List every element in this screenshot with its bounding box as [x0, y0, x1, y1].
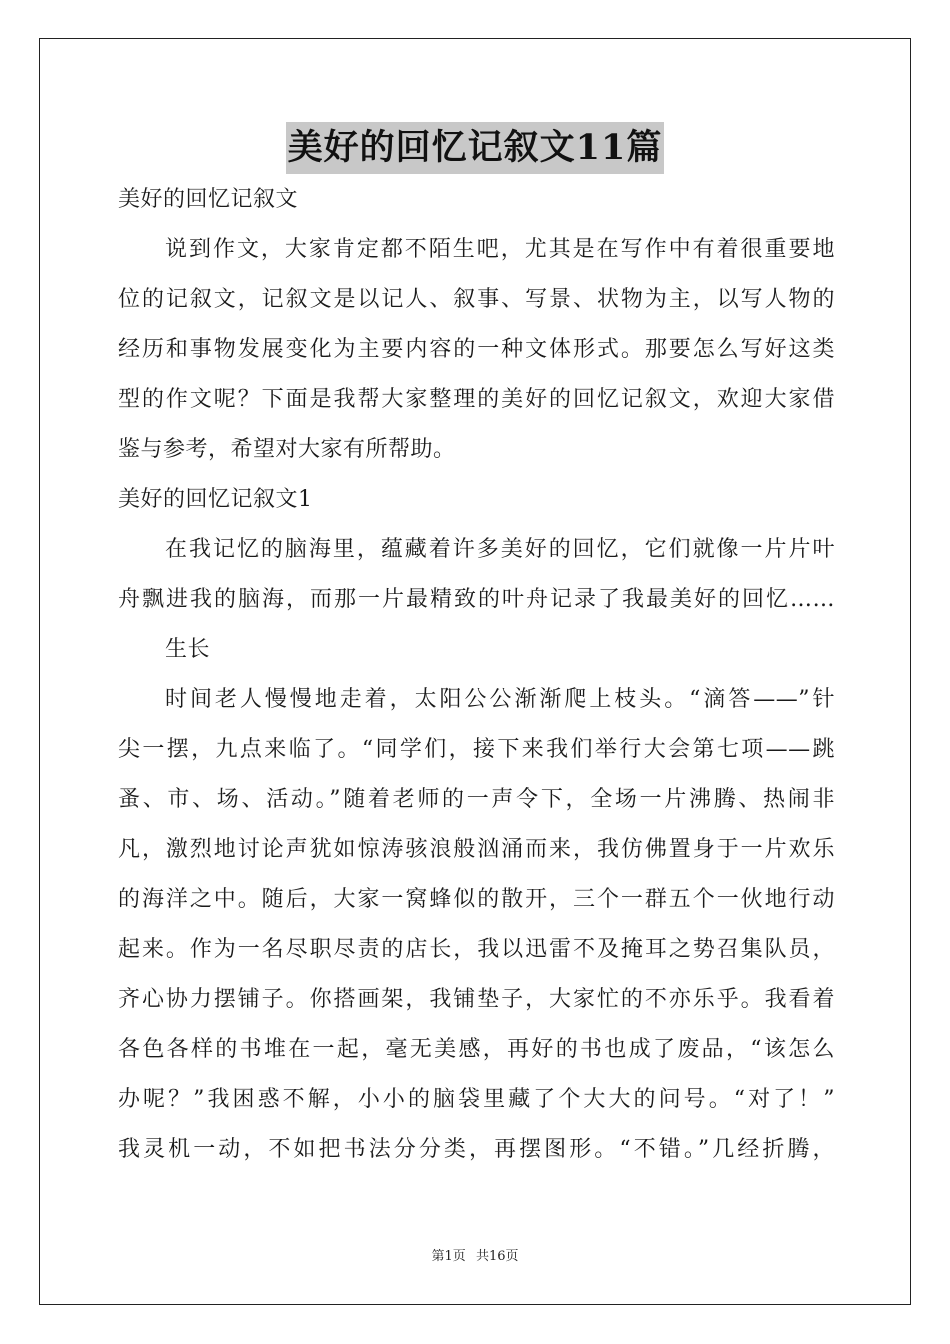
text-line: 起来。作为一名尽职尽责的店长，我以迅雷不及掩耳之势召集队员，: [118, 937, 835, 962]
text-line: 舟飘进我的脑海，而那一片最精致的叶舟记录了我最美好的回忆……: [118, 587, 835, 612]
text-line: 美好的回忆记叙文1: [118, 487, 313, 512]
title-container: [0, 122, 950, 174]
text-line: 齐心协力摆铺子。你搭画架，我铺垫子，大家忙的不亦乐乎。我看着: [118, 987, 835, 1012]
text-line: 凡，激烈地讨论声犹如惊涛骇浪般汹涌而来，我仿佛置身于一片欢乐: [118, 837, 835, 862]
text-line: 位的记叙文，记叙文是以记人、叙事、写景、状物为主，以写人物的: [118, 287, 835, 312]
text-line: 蚤、市、场、活动。”随着老师的一声令下，全场一片沸腾、热闹非: [118, 787, 835, 812]
text-line: 在我记忆的脑海里，蕴藏着许多美好的回忆，它们就像一片片叶: [165, 537, 835, 562]
text-line: 鉴与参考，希望对大家有所帮助。: [118, 437, 456, 462]
document-title: 美好的回忆记叙文11篇: [286, 122, 665, 174]
text-line: 的海洋之中。随后，大家一窝蜂似的散开，三个一群五个一伙地行动: [118, 887, 835, 912]
text-line: 我灵机一动，不如把书法分分类，再摆图形。“不错。”几经折腾，: [118, 1137, 835, 1162]
page-number: 第1页: [431, 1249, 466, 1264]
text-line: 生长: [165, 637, 211, 662]
page-footer: [0, 1245, 950, 1264]
document-body: [118, 175, 835, 1175]
text-line: 美好的回忆记叙文: [118, 187, 299, 212]
text-line: 说到作文，大家肯定都不陌生吧，尤其是在写作中有着很重要地: [165, 237, 835, 262]
text-line: 各色各样的书堆在一起，毫无美感，再好的书也成了废品，“该怎么: [118, 1037, 835, 1062]
page-total: 共16页: [475, 1249, 519, 1264]
text-line: 时间老人慢慢地走着，太阳公公渐渐爬上枝头。“滴答——”针: [165, 687, 835, 712]
text-line: 办呢？”我困惑不解，小小的脑袋里藏了个大大的问号。“对了！”: [118, 1087, 835, 1112]
text-line: 经历和事物发展变化为主要内容的一种文体形式。那要怎么写好这类: [118, 337, 835, 362]
text-line: 尖一摆，九点来临了。“同学们，接下来我们举行大会第七项——跳: [118, 737, 835, 762]
text-line: 型的作文呢？下面是我帮大家整理的美好的回忆记叙文，欢迎大家借: [118, 387, 835, 412]
